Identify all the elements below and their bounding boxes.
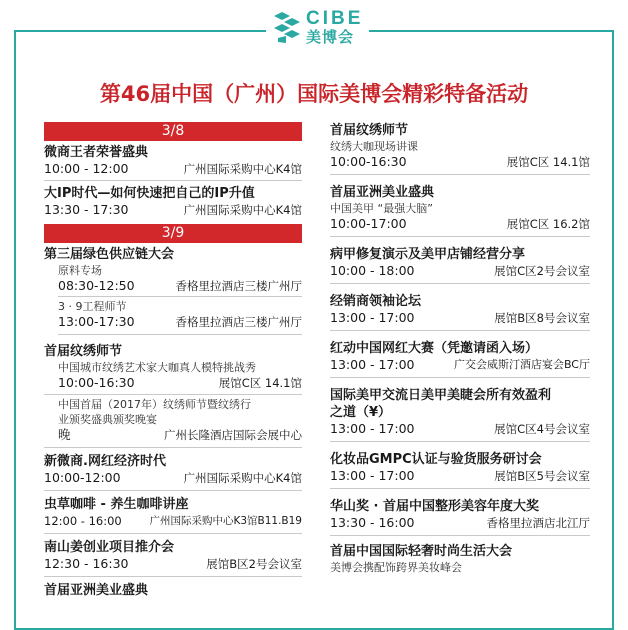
event-item (44, 491, 302, 534)
event-item (44, 534, 302, 577)
event-item (330, 489, 590, 536)
event-venue: 广州国际采购中心K4馆 (183, 162, 302, 176)
event-time: 10:00-16:30 (58, 375, 135, 390)
event-item (330, 237, 590, 284)
event-title: 首届纹绣师节 (330, 123, 409, 138)
event-title: 红动中国网红大赛（凭邀请函入场） (330, 341, 539, 356)
event-item (330, 122, 590, 175)
event-title: 大IP时代—如何快速把自己的IP升值 (44, 186, 255, 201)
event-item (44, 448, 302, 491)
event-time: 13:00 - 17:00 (330, 468, 415, 483)
event-title: 第三届绿色供应链大会 (44, 247, 175, 262)
event-item (330, 378, 590, 442)
event-title: 首届亚洲美业盛典 (44, 583, 149, 598)
event-time: 10:00-16:30 (330, 154, 407, 169)
event-time: 12:30 - 16:30 (44, 556, 129, 571)
logo-cn: 美博会 (306, 28, 355, 46)
event-time: 08:30-12:50 (58, 278, 135, 293)
event-time: 10:00 - 18:00 (330, 263, 415, 278)
event-item-supply (44, 243, 302, 335)
event-venue: 展馆B区5号会议室 (494, 469, 590, 483)
event-title: 华山奖 · 首届中国整形美容年度大奖 (330, 499, 539, 514)
right-column (330, 122, 590, 575)
event-venue: 展馆B区2号会议室 (206, 557, 302, 571)
event-item (44, 181, 302, 224)
event-title-line2: 之道（¥） (330, 405, 392, 420)
event-sub: 中国城市纹绣艺术家大咖真人模特挑战秀 (58, 361, 256, 374)
event-sub: 原料专场 (58, 264, 102, 277)
event-sub: 中国首届（2017年）纹绣师节暨纹绣行 (58, 398, 251, 411)
event-title: 病甲修复演示及美甲店铺经营分享 (330, 247, 526, 262)
event-title: 化妆品GMPC认证与验货服务研讨会 (330, 452, 542, 467)
event-venue: 广州国际采购中心K3馆B11.B19 (149, 515, 302, 527)
date-bar-3-9: 3/9 (44, 224, 302, 243)
event-time: 10:00-17:00 (330, 216, 407, 231)
event-title: 经销商领袖论坛 (330, 294, 422, 309)
event-title: 首届亚洲美业盛典 (330, 185, 435, 200)
event-venue: 展馆C区4号会议室 (494, 422, 590, 436)
event-title: 新微商.网红经济时代 (44, 454, 166, 469)
event-sub: 业颁奖盛典颁奖晚宴 (58, 413, 157, 426)
cibe-logo-icon (272, 10, 302, 44)
event-time: 13:00 - 17:00 (330, 357, 415, 372)
event-venue: 香格里拉酒店北江厅 (486, 516, 590, 530)
event-item (330, 175, 590, 237)
event-venue: 香格里拉酒店三楼广州厅 (175, 279, 302, 293)
event-venue: 展馆C区 14.1馆 (506, 155, 590, 169)
cibe-logo (266, 4, 369, 50)
event-sub: 中国美甲 “最强大脑” (330, 202, 433, 215)
event-time: 13:30 - 16:00 (330, 515, 415, 530)
event-venue: 广州国际采购中心K4馆 (183, 203, 302, 217)
event-item-cut (330, 536, 590, 575)
left-column (44, 122, 302, 599)
page-title: 第46届中国（广州）国际美博会精彩特备活动 (99, 82, 529, 106)
event-title: 虫草咖啡 - 养生咖啡讲座 (44, 497, 189, 512)
event-title: 国际美甲交流日美甲美睫会所有效盈利 (330, 388, 552, 403)
event-item (330, 331, 590, 378)
event-venue: 展馆C区2号会议室 (494, 264, 590, 278)
event-time: 10:00 - 12:00 (44, 161, 129, 176)
event-item (330, 284, 590, 331)
event-venue: 展馆C区 14.1馆 (218, 376, 302, 390)
logo-en: CIBE (306, 8, 364, 29)
event-venue: 展馆B区8号会议室 (494, 311, 590, 325)
event-time: 10:00-12:00 (44, 470, 121, 485)
event-title: 首届中国国际轻奢时尚生活大会 (330, 544, 513, 559)
date-bar-3-8: 3/8 (44, 122, 302, 141)
event-venue: 展馆C区 16.2馆 (506, 217, 590, 231)
event-time: 13:30 - 17:30 (44, 202, 129, 217)
event-item-cut (44, 577, 302, 599)
event-time: 13:00 - 17:00 (330, 421, 415, 436)
event-sub: 美博会携配饰跨界美妆峰会 (330, 561, 462, 574)
event-title: 南山姜创业项目推介会 (44, 540, 175, 555)
event-sub: 3 · 9工程师节 (58, 300, 127, 313)
event-item-embroidery (44, 335, 302, 448)
event-title: 微商王者荣誉盛典 (44, 145, 149, 160)
event-time: 13:00-17:30 (58, 314, 135, 329)
event-venue: 香格里拉酒店三楼广州厅 (175, 315, 302, 329)
event-item (330, 442, 590, 489)
event-sub: 纹绣大咖现场讲课 (330, 140, 418, 153)
event-item (44, 141, 302, 181)
event-venue: 广州长隆酒店国际会展中心 (164, 428, 302, 442)
event-venue: 广交会威斯汀酒店宴会BC厅 (453, 358, 590, 371)
event-time: 晚 (58, 427, 71, 442)
event-time: 13:00 - 17:00 (330, 310, 415, 325)
event-venue: 广州国际采购中心K4馆 (183, 471, 302, 485)
event-time: 12:00 - 16:00 (44, 514, 122, 528)
event-title: 首届纹绣师节 (44, 344, 123, 359)
